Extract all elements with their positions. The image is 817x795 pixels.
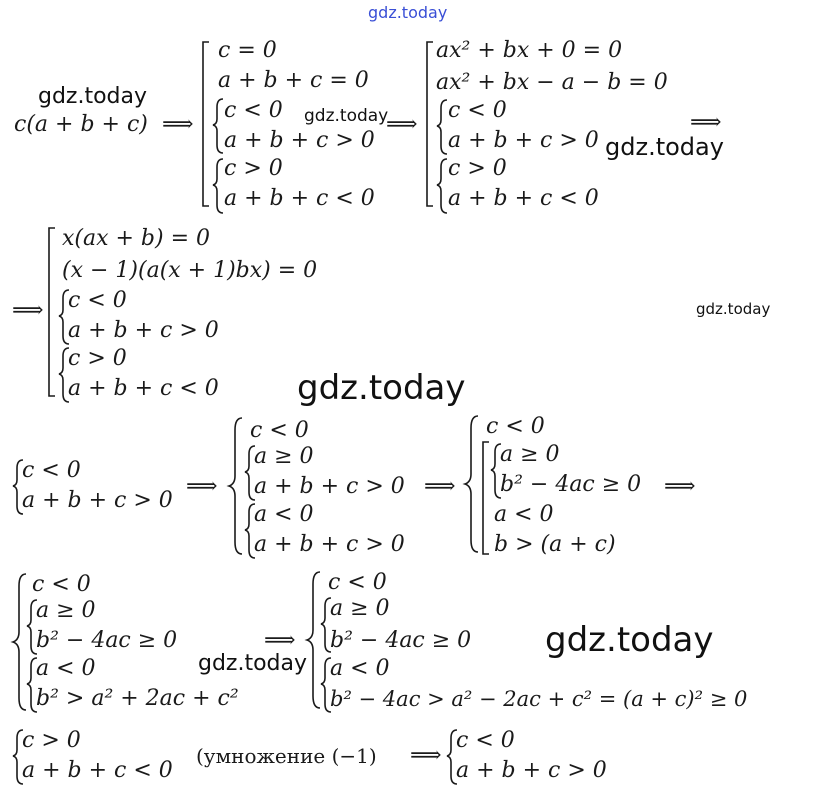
math-line: c > 0 xyxy=(224,156,283,181)
watermark: gdz.today xyxy=(605,133,724,161)
math-line: a + b + c < 0 xyxy=(22,758,173,783)
math-line: c < 0 xyxy=(22,458,81,483)
math-line: c < 0 xyxy=(250,418,309,443)
math-line: b² − 4ac ≥ 0 xyxy=(330,628,472,653)
math-line: a + b + c > 0 xyxy=(254,474,405,499)
implies-arrow: ⟹ xyxy=(410,743,442,768)
note-text: (умножение (−1) xyxy=(196,744,377,768)
watermark: gdz.today xyxy=(304,106,389,126)
math-line: a ≥ 0 xyxy=(330,596,390,621)
math-line: a < 0 xyxy=(330,656,390,681)
watermark: gdz.today xyxy=(198,651,308,676)
implies-arrow: ⟹ xyxy=(664,474,696,499)
math-line: a + b + c < 0 xyxy=(68,376,219,401)
watermark: gdz.today xyxy=(368,3,448,22)
math-line: a ≥ 0 xyxy=(36,598,96,623)
implies-arrow: ⟹ xyxy=(12,298,44,323)
math-line: a < 0 xyxy=(254,502,314,527)
math-line: a ≥ 0 xyxy=(254,444,314,469)
implies-arrow: ⟹ xyxy=(386,112,418,137)
math-line: (x − 1)(a(x + 1)bx) = 0 xyxy=(62,258,318,283)
math-line: b > (a + c) xyxy=(494,532,616,557)
math-line: a + b + c < 0 xyxy=(448,186,599,211)
math-line: c > 0 xyxy=(448,156,507,181)
math-line: a + b + c > 0 xyxy=(448,128,599,153)
implies-arrow: ⟹ xyxy=(186,474,218,499)
math-line: c < 0 xyxy=(448,98,507,123)
implies-arrow: ⟹ xyxy=(162,112,194,137)
math-line: ax² + bx + 0 = 0 xyxy=(436,38,623,63)
math-line: a < 0 xyxy=(36,656,96,681)
math-line: a + b + c > 0 xyxy=(224,128,375,153)
watermark: gdz.today xyxy=(38,84,148,109)
expr-lhs: c(a + b + c) xyxy=(14,112,148,137)
math-line: ax² + bx − a − b = 0 xyxy=(436,70,668,95)
math-line: a + b + c = 0 xyxy=(218,68,369,93)
math-line: a + b + c > 0 xyxy=(456,758,607,783)
watermark: gdz.today xyxy=(696,300,771,318)
math-line: c < 0 xyxy=(32,572,91,597)
math-line: c < 0 xyxy=(328,570,387,595)
math-line: a + b + c < 0 xyxy=(224,186,375,211)
math-line: c > 0 xyxy=(22,728,81,753)
math-line: x(ax + b) = 0 xyxy=(62,226,211,251)
math-line: a < 0 xyxy=(494,502,554,527)
math-line: c < 0 xyxy=(486,414,545,439)
implies-arrow: ⟹ xyxy=(690,110,722,135)
math-line: c < 0 xyxy=(456,728,515,753)
math-line: a + b + c > 0 xyxy=(254,532,405,557)
math-line: c = 0 xyxy=(218,38,277,63)
math-line: b² > a² + 2ac + c² xyxy=(36,686,239,711)
math-line: b² − 4ac > a² − 2ac + c² = (a + c)² ≥ 0 xyxy=(330,687,748,711)
math-line: c < 0 xyxy=(224,98,283,123)
math-line: a + b + c > 0 xyxy=(68,318,219,343)
math-line: c > 0 xyxy=(68,346,127,371)
implies-arrow: ⟹ xyxy=(424,474,456,499)
implies-arrow: ⟹ xyxy=(264,628,296,653)
watermark: gdz.today xyxy=(297,368,466,408)
math-line: a + b + c > 0 xyxy=(22,488,173,513)
watermark: gdz.today xyxy=(545,620,714,660)
math-line: b² − 4ac ≥ 0 xyxy=(500,472,642,497)
math-line: b² − 4ac ≥ 0 xyxy=(36,628,178,653)
math-line: c < 0 xyxy=(68,288,127,313)
math-line: a ≥ 0 xyxy=(500,442,560,467)
